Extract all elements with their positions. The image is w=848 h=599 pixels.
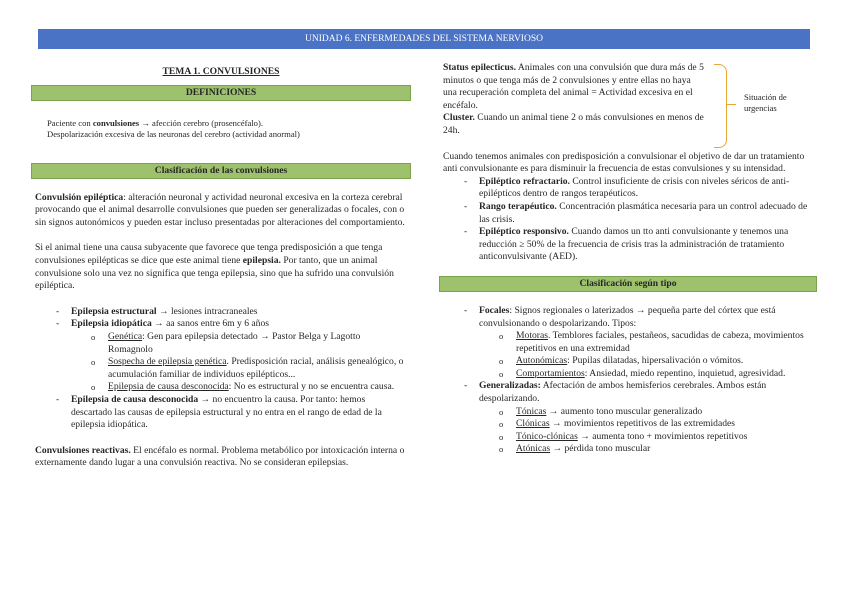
list-item: - Epilepsia estructural → lesiones intracraneales (35, 306, 407, 319)
list-item: o Sospecha de epilepsia genética. Predisposición racial, análisis genealógico, o acumulación familiar de individuos epilépticos... (35, 356, 407, 381)
treatment-terms-list (443, 176, 813, 264)
definitions-block (47, 118, 407, 141)
list-item: o Autonómicas: Pupilas dilatadas, hipersalivación o vómitos. (443, 355, 813, 368)
urgency-bracket-tip (726, 104, 736, 105)
list-item: o Motoras. Temblores faciales, pestañeos, sacudidas de cabeza, movimientos repetitivos en una extremidad (443, 330, 813, 355)
list-item: - Focales: Signos regionales o laterizados → pequeña parte del córtex que está convulsionando o despolarizando. Tipos: (443, 305, 813, 330)
definiciones-header: DEFINICIONES (31, 85, 411, 101)
list-item: - Epiléptico refractario. Control insuficiente de crisis con niveles séricos de anti-epilépticos dentro de rangos terapéuticos. (443, 176, 813, 201)
list-item: - Rango terapéutico. Concentración plasmática necesaria para un control adecuado de las crisis. (443, 201, 813, 226)
list-item: o Epilepsia de causa desconocida: No es estructural y no se encuentra causa. (35, 381, 407, 394)
list-item: - Epilepsia idiopática → aa sanos entre 6m y 6 años (35, 318, 407, 331)
list-item: - Epiléptico responsivo. Cuando damos un tto anti convulsionante y tenemos una reducción ≥ 50% de la frecuencia de crisis tras la administración de tratamiento anticonvulsivante (AED). (443, 226, 813, 264)
def-line-1: Paciente con convulsiones → afección cerebro (prosencéfalo). (47, 117, 263, 128)
left-column (35, 62, 407, 470)
tema-title: TEMA 1. CONVULSIONES (162, 66, 280, 77)
clasificacion-header: Clasificación de las convulsiones (31, 163, 411, 179)
epilepsia-para: Si el animal tiene una causa subyacente que favorece que tenga predisposición a que tenga convulsiones epilépticas se dice que este animal tiene epilepsia. Por tanto, que un animal convulsione solo una vez no significa que tenga epilepsia, sino que ha sufrido una convulsión epiléptica. (35, 242, 394, 292)
cluster-para: Cluster. Cuando un animal tiene 2 o más convulsiones en menos de 24h. (443, 112, 704, 136)
right-column (443, 62, 813, 456)
urgency-bracket (714, 64, 727, 148)
def-line-2: Despolarización excesiva de las neuronas del cerebro (actividad anormal) (47, 129, 300, 140)
list-item: o Genética: Gen para epilepsia detectado → Pastor Belga y Lagotto Romagnolo (35, 331, 407, 356)
list-item: - Epilepsia de causa desconocida → no encuentro la causa. Por tanto: hemos descartado las causas de epilepsia estructural y no entra en el rango de edad de la epilepsia idiopática. (35, 394, 407, 432)
list-item: o Comportamientos: Ansiedad, miedo repentino, inquietud, agresividad. (443, 368, 813, 381)
epilepsia-types-list (35, 306, 407, 432)
unit-banner: UNIDAD 6. ENFERMEDADES DEL SISTEMA NERVIOSO (38, 29, 810, 49)
list-item: o Clónicas → movimientos repetitivos de las extremidades (443, 418, 813, 431)
list-item: o Tónico-clónicas → aumenta tono + movimientos repetitivos (443, 431, 813, 444)
list-item: o Tónicas → aumento tono muscular generalizado (443, 406, 813, 419)
tipo-list (443, 305, 813, 456)
status-para: Status epilecticus. Animales con una convulsión que dura más de 5 minutos o que tenga más de 2 convulsiones y entre ellas no haya una recuperación completa del animal = Actividad excesiva en el encéfalo. (443, 62, 704, 111)
clasificacion-tipo-header: Clasificación según tipo (439, 276, 817, 292)
convulsiones-reactivas-para: Convulsiones reactivas. El encéfalo es normal. Problema metabólico por intoxicación interna o externamente dando lugar a una convulsión reactiva. No se consideran epilepsias. (35, 444, 405, 469)
urgencias-label: Situación de urgencias (744, 92, 787, 113)
predisposicion-para: Cuando tenemos animales con predisposición a convulsionar el objetivo de dar un tratamiento anti convulsionante es para disminuir la frecuencia de estas convulsiones y su intensidad. (443, 150, 805, 175)
list-item: - Generalizadas: Afectación de ambos hemisferios cerebrales. Ambos están despolarizando. (443, 380, 813, 405)
convulsion-epileptica-para: Convulsión epiléptica: alteración neuronal y actividad neuronal excesiva en la corteza cerebral provocando que el animal desarrolle convulsiones que pueden ser generalizadas o focales, con o sin signos autonómicos y pueden estar incluso presentadas por alteraciones del comportamiento. (35, 191, 405, 228)
status-block (443, 62, 705, 138)
list-item: o Atónicas → pérdida tono muscular (443, 443, 813, 456)
